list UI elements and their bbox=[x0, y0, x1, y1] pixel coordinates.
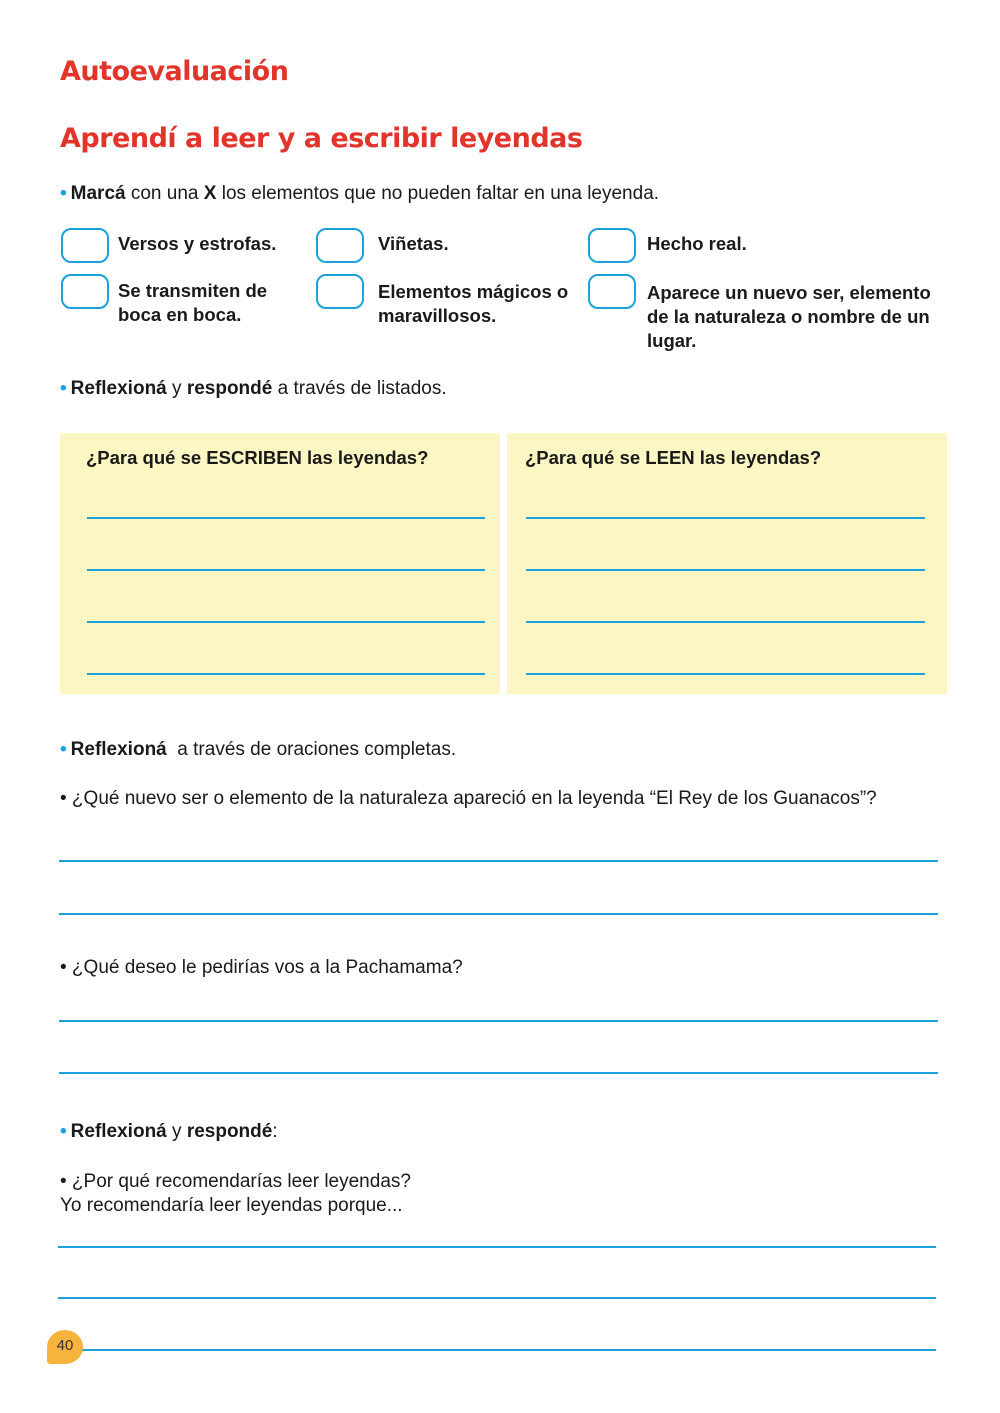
bullet-icon: • bbox=[60, 739, 67, 760]
option-label-hecho-real: Hecho real. bbox=[647, 233, 747, 254]
answer-line[interactable] bbox=[59, 860, 938, 862]
checkbox-nuevo-ser[interactable] bbox=[588, 274, 636, 309]
answer-line[interactable] bbox=[87, 517, 485, 519]
answer-line[interactable] bbox=[87, 621, 485, 623]
answer-line[interactable] bbox=[58, 1246, 936, 1248]
panel-title-escriben: ¿Para qué se ESCRIBEN las leyendas? bbox=[86, 447, 429, 468]
answer-line[interactable] bbox=[59, 1072, 938, 1074]
option-label-versos: Versos y estrofas. bbox=[118, 233, 277, 254]
answer-line[interactable] bbox=[526, 621, 925, 623]
checkbox-boca-en-boca[interactable] bbox=[61, 274, 109, 309]
answer-line[interactable] bbox=[526, 569, 925, 571]
instruction-mark: • Marcá con una X los elementos que no pueden faltar en una leyenda. bbox=[60, 183, 660, 204]
answer-starter: Yo recomendaría leer leyendas porque... bbox=[60, 1195, 403, 1216]
bullet-icon: • bbox=[60, 378, 67, 399]
answer-line[interactable] bbox=[526, 517, 925, 519]
bullet-icon: • bbox=[60, 1121, 67, 1142]
checkbox-versos[interactable] bbox=[61, 228, 109, 263]
checkbox-elementos-magicos[interactable] bbox=[316, 274, 364, 309]
instruction-listados: • Reflexioná y respondé a través de listados. bbox=[60, 378, 447, 399]
option-label-elementos-magicos: Elementos mágicos o maravillosos. bbox=[378, 281, 569, 326]
section-title: Autoevaluación bbox=[60, 56, 289, 87]
bullet-icon: • bbox=[60, 183, 67, 204]
answer-line[interactable] bbox=[87, 673, 485, 675]
answer-line[interactable] bbox=[80, 1349, 936, 1351]
answer-line[interactable] bbox=[59, 913, 938, 915]
instruction-respond: • Reflexioná y respondé: bbox=[60, 1121, 278, 1142]
answer-line[interactable] bbox=[526, 673, 925, 675]
answer-line[interactable] bbox=[58, 1297, 936, 1299]
panel-escriben bbox=[60, 433, 500, 694]
option-label-boca-en-boca: Se transmiten de boca en boca. bbox=[118, 280, 268, 325]
instruction-oraciones: • Reflexioná a través de oraciones completas. bbox=[60, 739, 457, 760]
question-nuevo-ser: • ¿Qué nuevo ser o elemento de la naturaleza apareció en la leyenda “El Rey de los Guanacos”? bbox=[60, 788, 877, 809]
answer-line[interactable] bbox=[59, 1020, 938, 1022]
option-label-nuevo-ser: Aparece un nuevo ser, elemento de la naturaleza o nombre de un lugar. bbox=[647, 282, 931, 351]
checkbox-vinetas[interactable] bbox=[316, 228, 364, 263]
page-title: Aprendí a leer y a escribir leyendas bbox=[60, 123, 583, 154]
answer-line[interactable] bbox=[87, 569, 485, 571]
page-number-badge: 40 bbox=[47, 1330, 83, 1364]
panel-leen bbox=[507, 433, 947, 694]
question-pachamama: • ¿Qué deseo le pedirías vos a la Pachamama? bbox=[60, 957, 463, 978]
option-label-vinetas: Viñetas. bbox=[378, 233, 449, 254]
panel-title-leen: ¿Para qué se LEEN las leyendas? bbox=[525, 447, 822, 468]
checkbox-hecho-real[interactable] bbox=[588, 228, 636, 263]
question-recomendar: • ¿Por qué recomendarías leer leyendas? bbox=[60, 1171, 411, 1192]
